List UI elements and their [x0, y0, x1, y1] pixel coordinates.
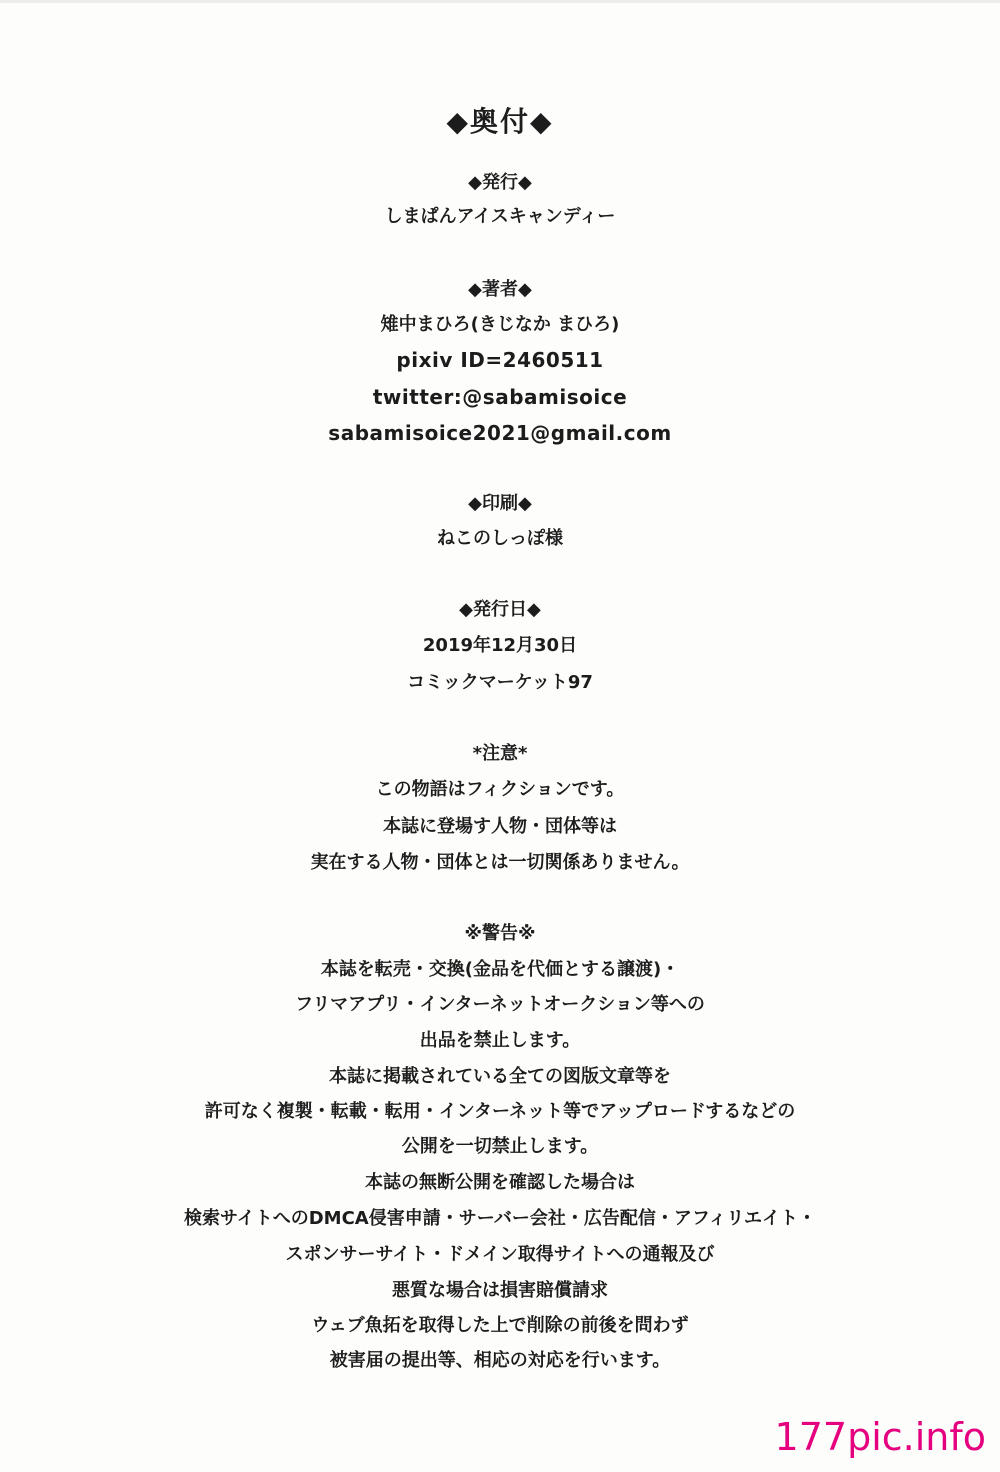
warning-line: 出品を禁止します。 — [419, 1030, 581, 1051]
warning-line: ウェブ魚拓を取得した上で削除の前後を問わず — [311, 1315, 689, 1336]
notice-line: この物語はフィクションです。 — [375, 779, 625, 800]
author-pixiv: pixiv ID=2460511 — [396, 348, 604, 372]
author-twitter: twitter:@sabamisoice — [372, 385, 628, 409]
notice-heading: *注意* — [472, 743, 528, 764]
author-heading: ◆著者◆ — [468, 279, 532, 300]
colophon-title: ◆奥付◆ — [446, 105, 554, 138]
warning-line: 本誌に掲載されている全ての図版文章等を — [329, 1066, 671, 1087]
printing-name: ねこのしっぽ様 — [437, 528, 563, 549]
warning-line: 公開を一切禁止します。 — [401, 1136, 599, 1157]
issue-event: コミックマーケット97 — [407, 672, 593, 693]
site-watermark: 177pic.info — [774, 1415, 986, 1459]
warning-line: 本誌の無断公開を確認した場合は — [365, 1172, 635, 1193]
warning-line: 検索サイトへのDMCA侵害申請・サーバー会社・広告配信・アフィリエイト・ — [183, 1208, 817, 1229]
warning-line: スポンサーサイト・ドメイン取得サイトへの通報及び — [285, 1244, 715, 1265]
notice-line: 本誌に登場す人物・団体等は — [383, 816, 617, 837]
publisher-name: しまぱんアイスキャンディー — [384, 206, 616, 227]
notice-line: 実在する人物・団体とは一切関係ありません。 — [310, 852, 690, 873]
issue-date: 2019年12月30日 — [422, 635, 578, 656]
author-email: sabamisoice2021@gmail.com — [328, 421, 672, 445]
warning-line: 本誌を転売・交換(金品を代価とする譲渡)・ — [320, 959, 680, 980]
warning-line: 許可なく複製・転載・転用・インターネット等でアップロードするなどの — [204, 1101, 796, 1122]
publisher-heading: ◆発行◆ — [468, 172, 532, 193]
scan-edge — [0, 0, 1000, 3]
warning-line: 被害届の提出等、相応の対応を行います。 — [329, 1350, 671, 1371]
warning-heading: ※警告※ — [464, 923, 536, 944]
printing-heading: ◆印刷◆ — [468, 493, 532, 514]
issue-date-heading: ◆発行日◆ — [459, 599, 541, 620]
warning-line: フリマアプリ・インターネットオークション等への — [295, 994, 705, 1015]
warning-line: 悪質な場合は損害賠償請求 — [392, 1280, 608, 1301]
author-name: 雉中まひろ(きじなか まひろ) — [380, 314, 620, 335]
